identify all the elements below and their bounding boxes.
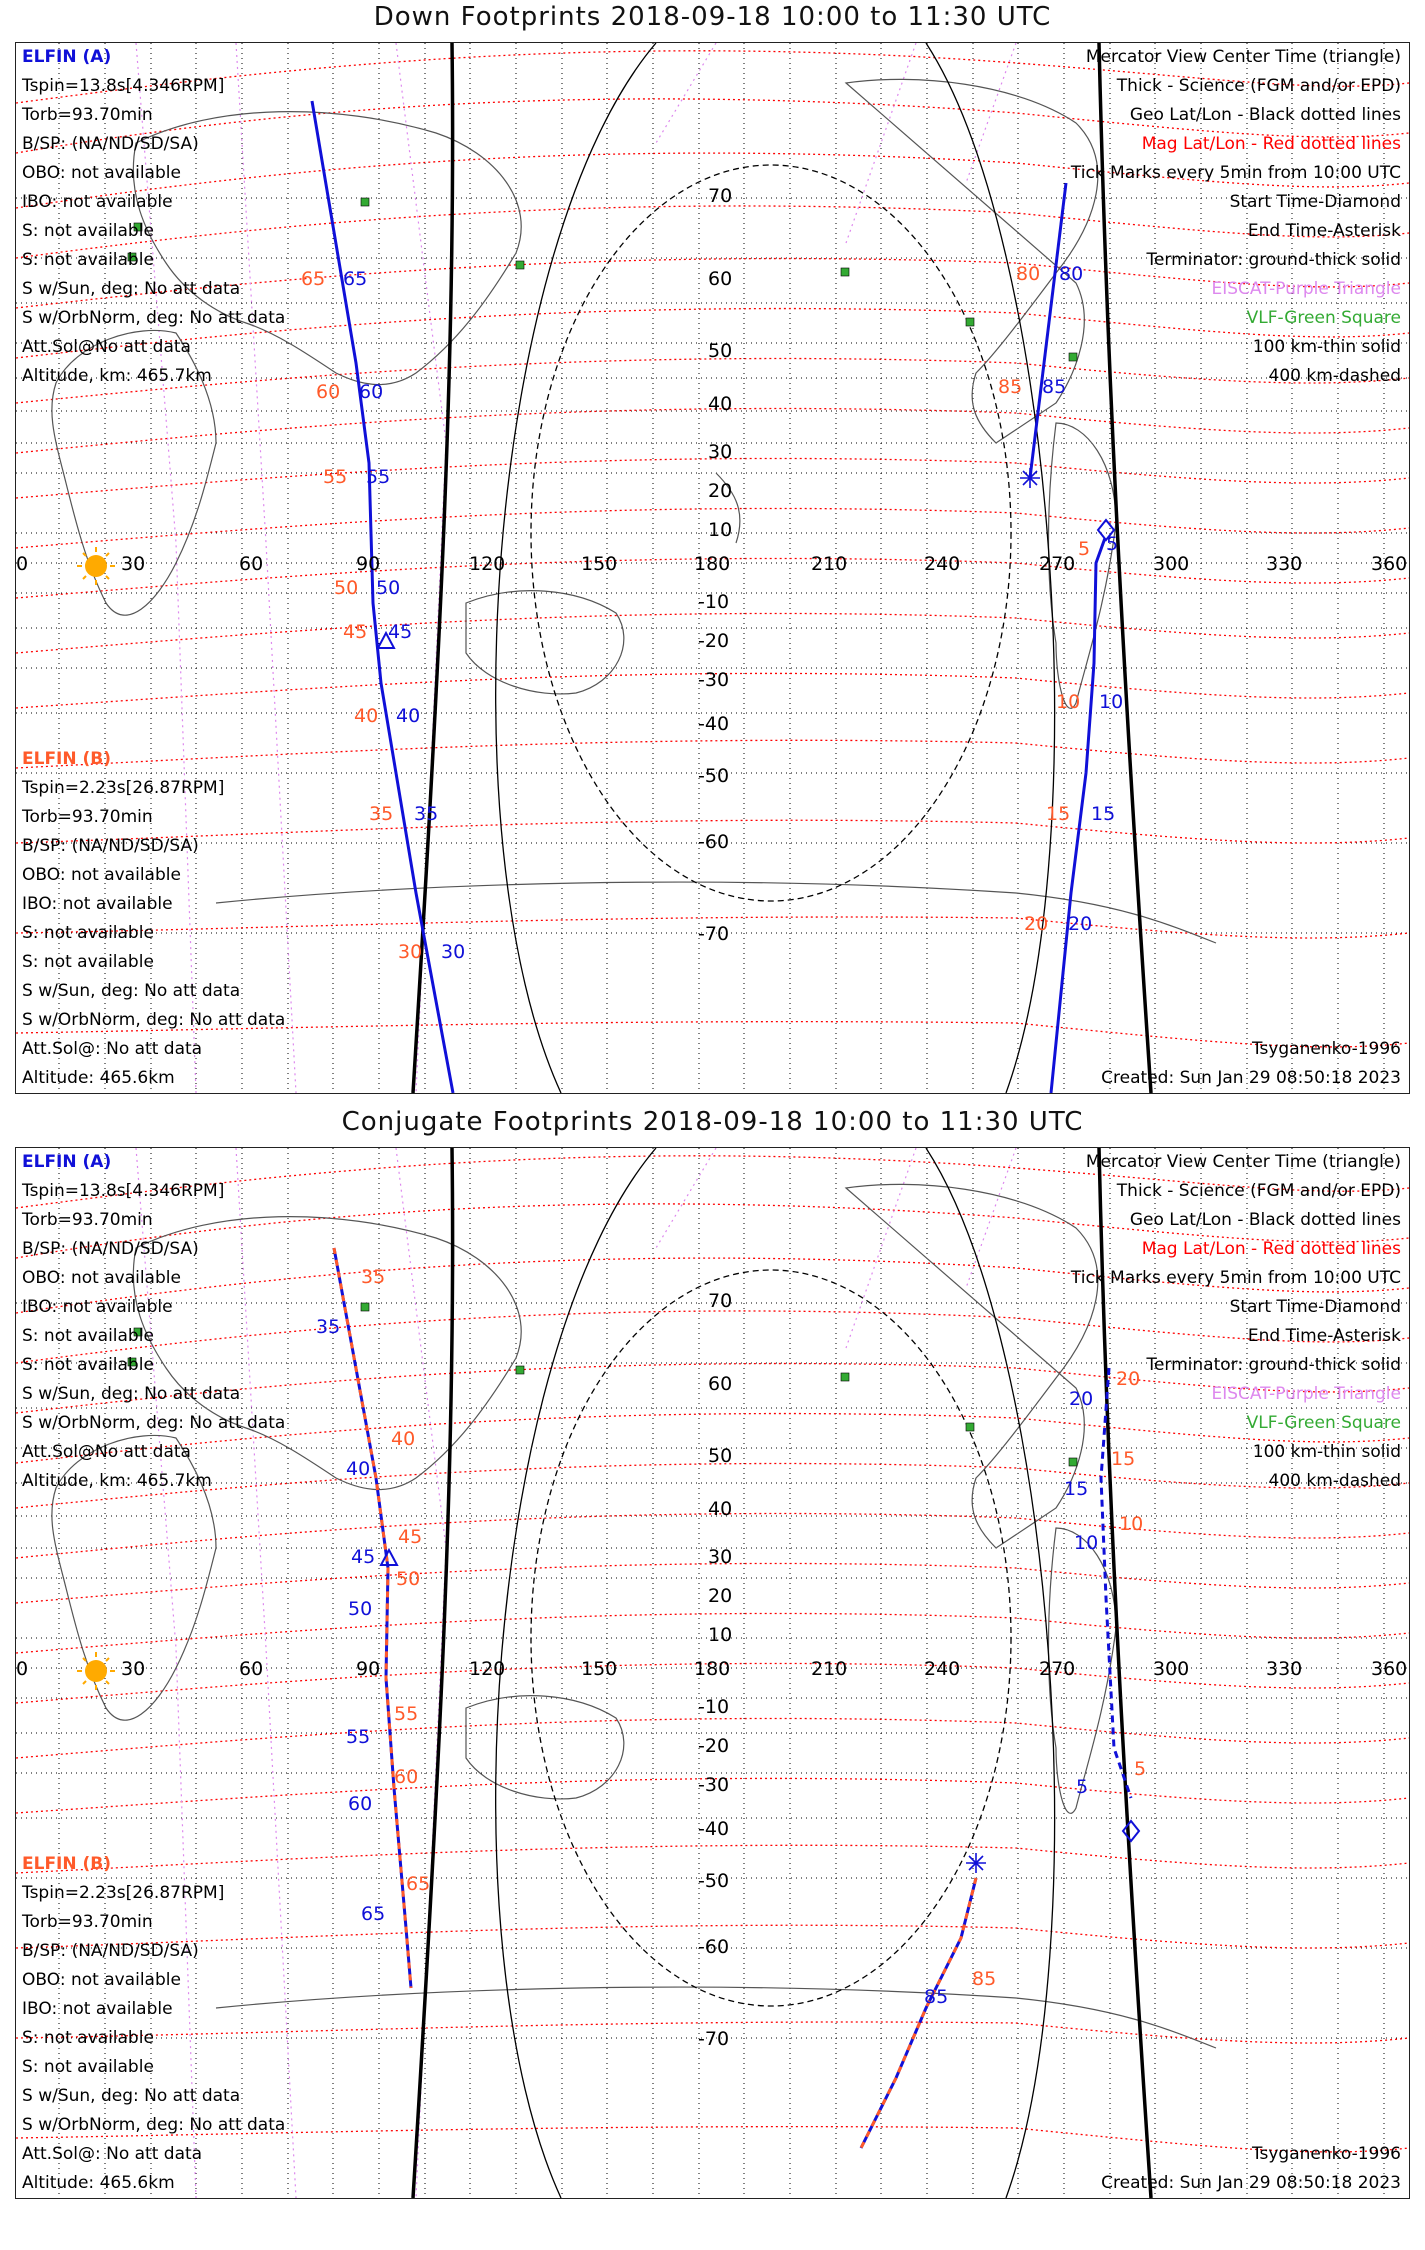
legend-item: EISCAT-Purple Triangle: [1211, 279, 1401, 299]
tick-label-a: 30: [441, 941, 466, 963]
lat-label: -20: [698, 630, 730, 652]
info-line: S: not available: [22, 2057, 154, 2077]
legend-item: Geo Lat/Lon - Black dotted lines: [1129, 105, 1401, 125]
info-line: B/SP: (NA/ND/SD/SA): [22, 1239, 199, 1259]
info-line: Torb=93.70min: [22, 807, 153, 827]
lon-label: 300: [1153, 1658, 1190, 1680]
lat-label: 30: [708, 441, 733, 463]
lon-label: 210: [811, 553, 848, 575]
tick-label-b: 80: [1016, 263, 1041, 285]
lon-label: 210: [811, 1658, 848, 1680]
info-line: S w/Sun, deg: No att data: [22, 2086, 241, 2106]
lon-label: 240: [924, 1658, 961, 1680]
info-line: IBO: not available: [22, 894, 173, 914]
lat-label: -10: [698, 591, 730, 613]
lon-label: 330: [1266, 553, 1303, 575]
info-line: S w/OrbNorm, deg: No att data: [22, 1413, 286, 1433]
tick-label-a: 20: [1068, 913, 1093, 935]
lon-label: 60: [239, 1658, 264, 1680]
lat-label: 60: [708, 1373, 733, 1395]
lon-label: 90: [356, 1658, 381, 1680]
tick-label-a: 55: [346, 1726, 371, 1748]
tick-label-a: 55: [366, 466, 391, 488]
info-line: Altitude, km: 465.7km: [22, 366, 212, 386]
legend-item: 100 km-thin solid: [1252, 1442, 1401, 1462]
model-label: Tsyganenko-1996: [1251, 1039, 1401, 1059]
conjugate-footprints-title: Conjugate Footprints 2018-09-18 10:00 to 11:30 UTC: [341, 1107, 1084, 1137]
legend-item: 400 km-dashed: [1268, 366, 1401, 386]
lat-label: 40: [708, 1498, 733, 1520]
lat-label: 20: [708, 480, 733, 502]
info-line: IBO: not available: [22, 1999, 173, 2019]
legend-item: Mercator View Center Time (triangle): [1085, 1152, 1401, 1172]
info-line: Tspin=2.23s[26.87RPM]: [22, 1883, 225, 1903]
tick-label-a: 5: [1076, 1776, 1089, 1798]
legend-item: Terminator: ground-thick solid: [1146, 1355, 1401, 1375]
lon-label: 360: [1371, 553, 1408, 575]
info-line: Tspin=13.8s[4.346RPM]: [22, 1181, 225, 1201]
footer: [1101, 1035, 1401, 1093]
tick-label-b: 10: [1119, 1513, 1144, 1535]
elfin-b-name: ELFIN (B): [22, 749, 112, 769]
legend-item: Start Time-Diamond: [1229, 192, 1401, 212]
lon-label: 120: [469, 553, 506, 575]
legend-item: Mag Lat/Lon - Red dotted lines: [1141, 134, 1401, 154]
info-line: OBO: not available: [22, 163, 181, 183]
info-line: S w/Sun, deg: No att data: [22, 981, 241, 1001]
lat-label: -20: [698, 1735, 730, 1757]
legend-item: VLF-Green Square: [1246, 308, 1401, 328]
legend-item: Mag Lat/Lon - Red dotted lines: [1141, 1239, 1401, 1259]
tick-label-a: 50: [348, 1598, 373, 1620]
legend-item: Start Time-Diamond: [1229, 1297, 1401, 1317]
tick-label-b: 40: [354, 705, 379, 727]
legend-item: 100 km-thin solid: [1252, 337, 1401, 357]
lat-label: -40: [698, 1818, 730, 1840]
lat-label: -40: [698, 713, 730, 735]
lat-label: 10: [708, 519, 733, 541]
tick-label-a: 35: [316, 1316, 341, 1338]
info-line: Att.Sol@No att data: [22, 337, 191, 357]
tick-label-b: 65: [301, 268, 326, 290]
info-line: Att.Sol@: No att data: [22, 1039, 203, 1059]
tick-label-a: 5: [1106, 533, 1119, 555]
tick-label-a: 85: [924, 1986, 949, 2008]
lon-label: 90: [356, 553, 381, 575]
lon-label: 0: [16, 1658, 29, 1680]
tick-label-a: 80: [1059, 263, 1084, 285]
info-line: OBO: not available: [22, 1268, 181, 1288]
footer: [1101, 2140, 1401, 2198]
tick-label-b: 85: [998, 376, 1023, 398]
lat-label: -50: [698, 1870, 730, 1892]
legend-item: End Time-Asterisk: [1247, 221, 1401, 241]
lat-label: -10: [698, 1696, 730, 1718]
tick-label-a: 60: [348, 1793, 373, 1815]
tick-label-b: 60: [394, 1766, 419, 1788]
lat-label: 50: [708, 1445, 733, 1467]
tick-label-b: 50: [396, 1568, 421, 1590]
info-line: S w/OrbNorm, deg: No att data: [22, 2115, 286, 2135]
tick-label-a: 50: [376, 577, 401, 599]
legend-item: EISCAT-Purple Triangle: [1211, 1384, 1401, 1404]
info-line: Torb=93.70min: [22, 105, 153, 125]
lat-label: -30: [698, 669, 730, 691]
elfin-a-info: [22, 1148, 285, 1496]
tick-label-a: 10: [1074, 1532, 1099, 1554]
lat-label: 20: [708, 1585, 733, 1607]
legend-item: Terminator: ground-thick solid: [1146, 250, 1401, 270]
tick-label-a: 45: [388, 621, 413, 643]
legend-item: Mercator View Center Time (triangle): [1085, 47, 1401, 67]
lat-label: 70: [708, 185, 733, 207]
tick-label-b: 35: [369, 803, 394, 825]
info-line: S w/Sun, deg: No att data: [22, 279, 241, 299]
info-line: Torb=93.70min: [22, 1210, 153, 1230]
tick-label-b: 50: [334, 577, 359, 599]
legend-item: Geo Lat/Lon - Black dotted lines: [1129, 1210, 1401, 1230]
info-line: Altitude: 465.6km: [22, 2173, 175, 2193]
info-line: Att.Sol@: No att data: [22, 2144, 203, 2164]
tick-label-b: 45: [398, 1526, 423, 1548]
tick-label-a: 15: [1091, 803, 1116, 825]
tick-label-b: 30: [398, 941, 423, 963]
lon-label: 360: [1371, 1658, 1408, 1680]
info-line: S: not available: [22, 2028, 154, 2048]
info-line: OBO: not available: [22, 865, 181, 885]
legend: [1071, 43, 1401, 391]
tick-label-a: 35: [414, 803, 439, 825]
tick-label-a: 65: [343, 268, 368, 290]
info-line: Torb=93.70min: [22, 1912, 153, 1932]
lon-label: 300: [1153, 553, 1190, 575]
lat-label: -30: [698, 1774, 730, 1796]
tick-label-a: 60: [359, 381, 384, 403]
tick-label-b: 20: [1116, 1368, 1141, 1390]
tick-label-b: 5: [1078, 538, 1091, 560]
elfin-a-name: ELFIN (A): [22, 47, 112, 67]
elfin-b-info: [22, 1850, 285, 2198]
lon-label: 180: [694, 1658, 731, 1680]
legend-item: Tick Marks every 5min from 10:00 UTC: [1070, 163, 1401, 183]
lon-label: 60: [239, 553, 264, 575]
tick-label-b: 15: [1046, 803, 1071, 825]
lat-label: -60: [698, 831, 730, 853]
tick-label-b: 10: [1056, 691, 1081, 713]
model-label: Tsyganenko-1996: [1251, 2144, 1401, 2164]
lon-label: 120: [469, 1658, 506, 1680]
info-line: S w/Sun, deg: No att data: [22, 1384, 241, 1404]
tick-label-b: 20: [1024, 913, 1049, 935]
info-line: S: not available: [22, 1355, 154, 1375]
tick-label-a: 40: [346, 1458, 371, 1480]
lon-label: 270: [1039, 1658, 1076, 1680]
lon-label: 330: [1266, 1658, 1303, 1680]
tick-label-b: 65: [406, 1873, 431, 1895]
tick-label-a: 85: [1042, 376, 1067, 398]
legend-item: 400 km-dashed: [1268, 1471, 1401, 1491]
lat-label: 60: [708, 268, 733, 290]
down-footprints-panel: [15, 42, 1410, 1094]
tick-label-b: 40: [391, 1428, 416, 1450]
tick-label-b: 55: [323, 466, 348, 488]
lon-label: 270: [1039, 553, 1076, 575]
tick-label-b: 35: [361, 1266, 386, 1288]
lat-label: -50: [698, 765, 730, 787]
info-line: IBO: not available: [22, 1297, 173, 1317]
legend-item: VLF-Green Square: [1246, 1413, 1401, 1433]
info-line: Tspin=2.23s[26.87RPM]: [22, 778, 225, 798]
lat-label: -70: [698, 2028, 730, 2050]
info-line: B/SP: (NA/ND/SD/SA): [22, 134, 199, 154]
tick-label-b: 60: [316, 381, 341, 403]
tick-label-b: 85: [972, 1968, 997, 1990]
info-line: S: not available: [22, 221, 154, 241]
lat-label: 40: [708, 393, 733, 415]
lat-label: -70: [698, 923, 730, 945]
info-line: S: not available: [22, 250, 154, 270]
tick-label-a: 10: [1099, 691, 1124, 713]
lon-label: 150: [581, 553, 618, 575]
lat-label: -60: [698, 1936, 730, 1958]
lon-label: 240: [924, 553, 961, 575]
elfin-b-info: [22, 745, 285, 1093]
tick-label-b: 45: [343, 621, 368, 643]
info-line: B/SP: (NA/ND/SD/SA): [22, 1941, 199, 1961]
tick-label-a: 65: [361, 1903, 386, 1925]
lon-label: 30: [121, 1658, 146, 1680]
info-line: IBO: not available: [22, 192, 173, 212]
info-line: B/SP: (NA/ND/SD/SA): [22, 836, 199, 856]
legend-item: End Time-Asterisk: [1247, 1326, 1401, 1346]
legend: [1071, 1148, 1401, 1496]
created-label: Created: Sun Jan 29 08:50:18 2023: [1101, 2173, 1401, 2193]
tick-label-a: 40: [396, 705, 421, 727]
info-line: Altitude, km: 465.7km: [22, 1471, 212, 1491]
elfin-b-name: ELFIN (B): [22, 1854, 112, 1874]
elfin-a-name: ELFIN (A): [22, 1152, 112, 1172]
info-line: Altitude: 465.6km: [22, 1068, 175, 1088]
legend-item: Tick Marks every 5min from 10:00 UTC: [1070, 1268, 1401, 1288]
tick-label-a: 20: [1069, 1388, 1094, 1410]
tick-label-b: 15: [1111, 1448, 1136, 1470]
lon-label: 0: [16, 553, 29, 575]
lon-label: 180: [694, 553, 731, 575]
tick-label-b: 5: [1134, 1758, 1147, 1780]
lat-label: 50: [708, 340, 733, 362]
info-line: Tspin=13.8s[4.346RPM]: [22, 76, 225, 96]
lon-label: 30: [121, 553, 146, 575]
tick-label-b: 55: [394, 1703, 419, 1725]
info-line: OBO: not available: [22, 1970, 181, 1990]
tick-label-a: 15: [1064, 1478, 1089, 1500]
created-label: Created: Sun Jan 29 08:50:18 2023: [1101, 1068, 1401, 1088]
conjugate-footprints-panel: [15, 1147, 1410, 2199]
info-line: S: not available: [22, 923, 154, 943]
elfin-a-info: [22, 43, 285, 391]
info-line: Att.Sol@No att data: [22, 1442, 191, 1462]
lat-label: 10: [708, 1624, 733, 1646]
legend-item: Thick - Science (FGM and/or EPD): [1116, 1181, 1401, 1201]
info-line: S: not available: [22, 1326, 154, 1346]
info-line: S: not available: [22, 952, 154, 972]
lon-label: 150: [581, 1658, 618, 1680]
lat-label: 70: [708, 1290, 733, 1312]
lat-label: 30: [708, 1546, 733, 1568]
info-line: S w/OrbNorm, deg: No att data: [22, 308, 286, 328]
info-line: S w/OrbNorm, deg: No att data: [22, 1010, 286, 1030]
down-footprints-title: Down Footprints 2018-09-18 10:00 to 11:30 UTC: [373, 2, 1052, 32]
legend-item: Thick - Science (FGM and/or EPD): [1116, 76, 1401, 96]
tick-label-a: 45: [351, 1546, 376, 1568]
